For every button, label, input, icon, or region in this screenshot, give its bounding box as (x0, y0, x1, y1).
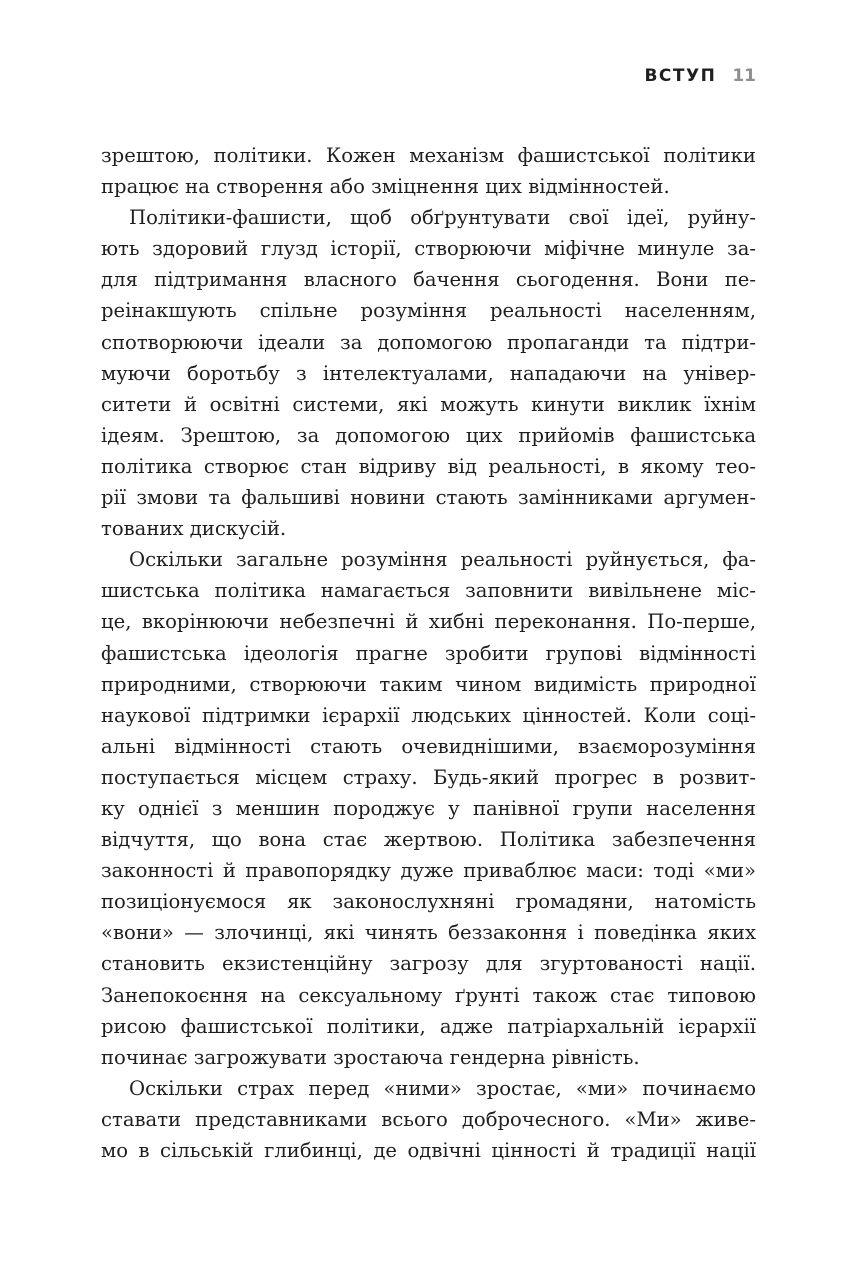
paragraph (101, 1073, 756, 1166)
text-line: ставати представниками всього доброчесного. «Ми» живе- (101, 1107, 756, 1131)
text-line: позиціонуємося як законослухняні громадяни, натомість (101, 890, 756, 914)
text-line: політика створює стан відриву від реальності, в якому тео- (101, 454, 756, 478)
text-line: поступається місцем страху. Будь-який прогрес в розвит- (101, 765, 756, 789)
text-line: альні відмінності стають очевиднішими, взаєморозуміння (101, 734, 756, 758)
text-line: Оскільки загальне розуміння реальності руйнується, фа- (129, 548, 756, 572)
text-line: фашистська ідеологія прагне зробити групові відмінності (101, 641, 756, 665)
page-number: 11 (732, 66, 756, 86)
text-line: ідеям. Зрештою, за допомогою цих прийомів фашистська (101, 423, 756, 447)
paragraph (101, 544, 756, 1073)
text-line: природними, створюючи таким чином видимість природної (101, 672, 756, 696)
text-line: мо в сільській глибинці, де одвічні цінності й традиції нації (101, 1139, 756, 1162)
text-line: Політики-фашисти, щоб обґрунтувати свої ідеї, руйну- (129, 206, 756, 230)
section-title: ВСТУП (644, 66, 717, 86)
text-line: працює на створення або зміцнення цих відмінностей. (101, 175, 670, 199)
text-line: Оскільки страх перед «ними» зростає, «ми» починаємо (129, 1076, 756, 1100)
text-line: наукової підтримки ієрархії людських цінностей. Коли соці- (101, 703, 756, 727)
text-line: відчуття, що вона стає жертвою. Політика забезпечення (101, 828, 756, 852)
running-header (644, 66, 756, 86)
text-line: ку однієї з меншин породжує у панівної групи населення (101, 796, 756, 820)
paragraph (101, 202, 756, 544)
text-line: спотворюючи ідеали за допомогою пропаганди та підтри- (101, 330, 756, 354)
text-line: це, вкорінюючи небезпечні й хибні переконання. По-перше, (101, 610, 756, 634)
text-line: реінакшують спільне розуміння реальності населенням, (101, 299, 756, 323)
text-line: ситети й освітні системи, які можуть кинути виклик їхнім (101, 392, 756, 416)
text-line: муючи боротьбу з інтелектуалами, нападаючи на універ- (101, 361, 756, 385)
text-line: рисою фашистської політики, адже патріархальній ієрархії (101, 1014, 756, 1038)
text-line: «вони» — злочинці, які чинять беззаконня і поведінка яких (101, 921, 756, 945)
text-line: ють здоровий глузд історії, створюючи міфічне минуле за- (101, 237, 756, 261)
body-text (101, 140, 756, 1166)
text-line: для підтримання власного бачення сьогодення. Вони пе- (101, 268, 756, 292)
text-line: шистська політика намагається заповнити вивільнене міс- (101, 579, 756, 603)
text-line: зрештою, політики. Кожен механізм фашистської політики (101, 144, 756, 167)
text-line: тованих дискусій. (101, 517, 287, 541)
text-line: рії змови та фальшиві новини стають замінниками аргумен- (101, 486, 756, 510)
paragraph (101, 140, 756, 202)
text-line: Занепокоєння на сексуальному ґрунті також стає типовою (101, 983, 756, 1007)
text-line: законності й правопорядку дуже приваблює маси: тоді «ми» (101, 859, 756, 883)
text-line: становить екзистенційну загрозу для згуртованості нації. (101, 952, 756, 976)
text-line: починає загрожувати зростаюча гендерна рівність. (101, 1045, 640, 1069)
